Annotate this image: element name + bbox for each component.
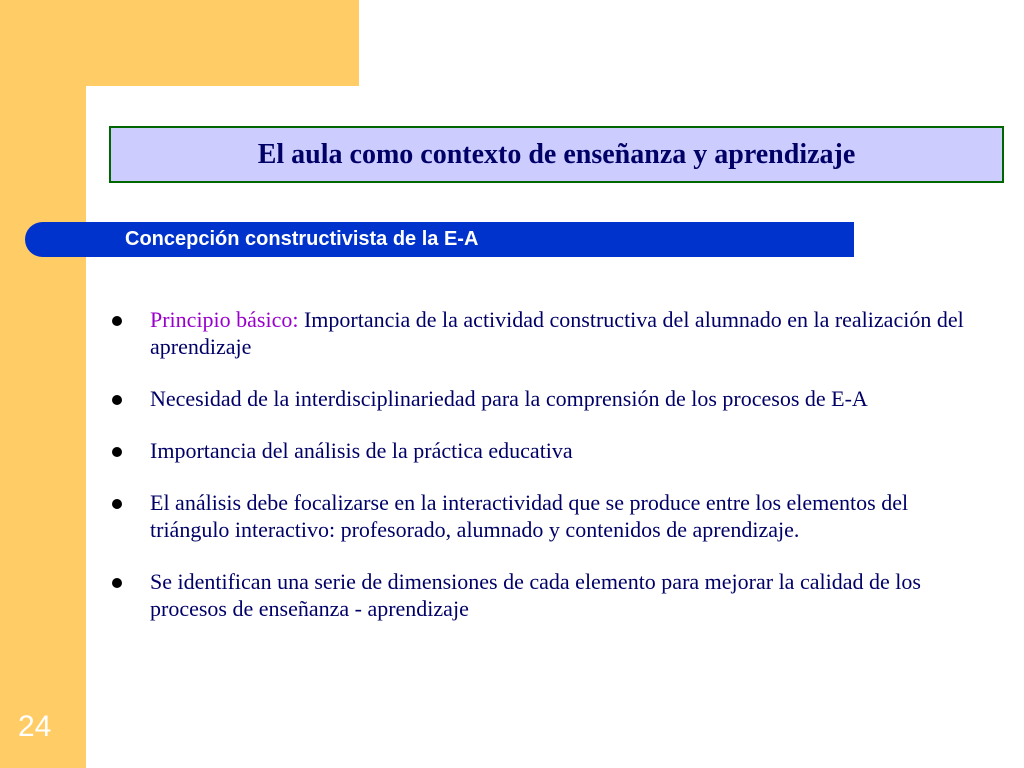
bullet-text: Se identifican una serie de dimensiones de cada elemento para mejorar la calidad de los procesos de enseñanza - aprendizaje bbox=[150, 569, 921, 621]
bullet-item bbox=[112, 385, 982, 412]
bullet-item bbox=[112, 306, 982, 360]
bullet-item bbox=[112, 568, 982, 622]
bullet-dot-icon bbox=[112, 395, 122, 405]
bullet-list bbox=[112, 306, 982, 647]
bullet-dot-icon bbox=[112, 447, 122, 457]
slide-subtitle: Concepción constructivista de la E-A bbox=[125, 228, 479, 250]
bullet-text: El análisis debe focalizarse en la interactividad que se produce entre los elementos del triángulo interactivo: profesorado, alumnado y contenidos de aprendizaje. bbox=[150, 490, 909, 542]
bullet-dot-icon bbox=[112, 578, 122, 588]
bullet-dot-icon bbox=[112, 316, 122, 326]
bullet-text: Importancia de la actividad constructiva del alumnado en la realización del aprendizaje bbox=[150, 307, 964, 359]
bullet-dot-icon bbox=[112, 499, 122, 509]
slide-title: El aula como contexto de enseñanza y aprendizaje bbox=[257, 138, 856, 170]
sidebar-left-band bbox=[0, 0, 86, 768]
bullet-item bbox=[112, 437, 982, 464]
bullet-text: Necesidad de la interdisciplinariedad para la comprensión de los procesos de E-A bbox=[150, 386, 868, 411]
bullet-item bbox=[112, 489, 982, 543]
title-box bbox=[109, 126, 1004, 183]
page-number: 24 bbox=[18, 710, 52, 743]
bullet-text: Importancia del análisis de la práctica educativa bbox=[150, 438, 573, 463]
bullet-highlight: Principio básico: bbox=[150, 307, 299, 332]
